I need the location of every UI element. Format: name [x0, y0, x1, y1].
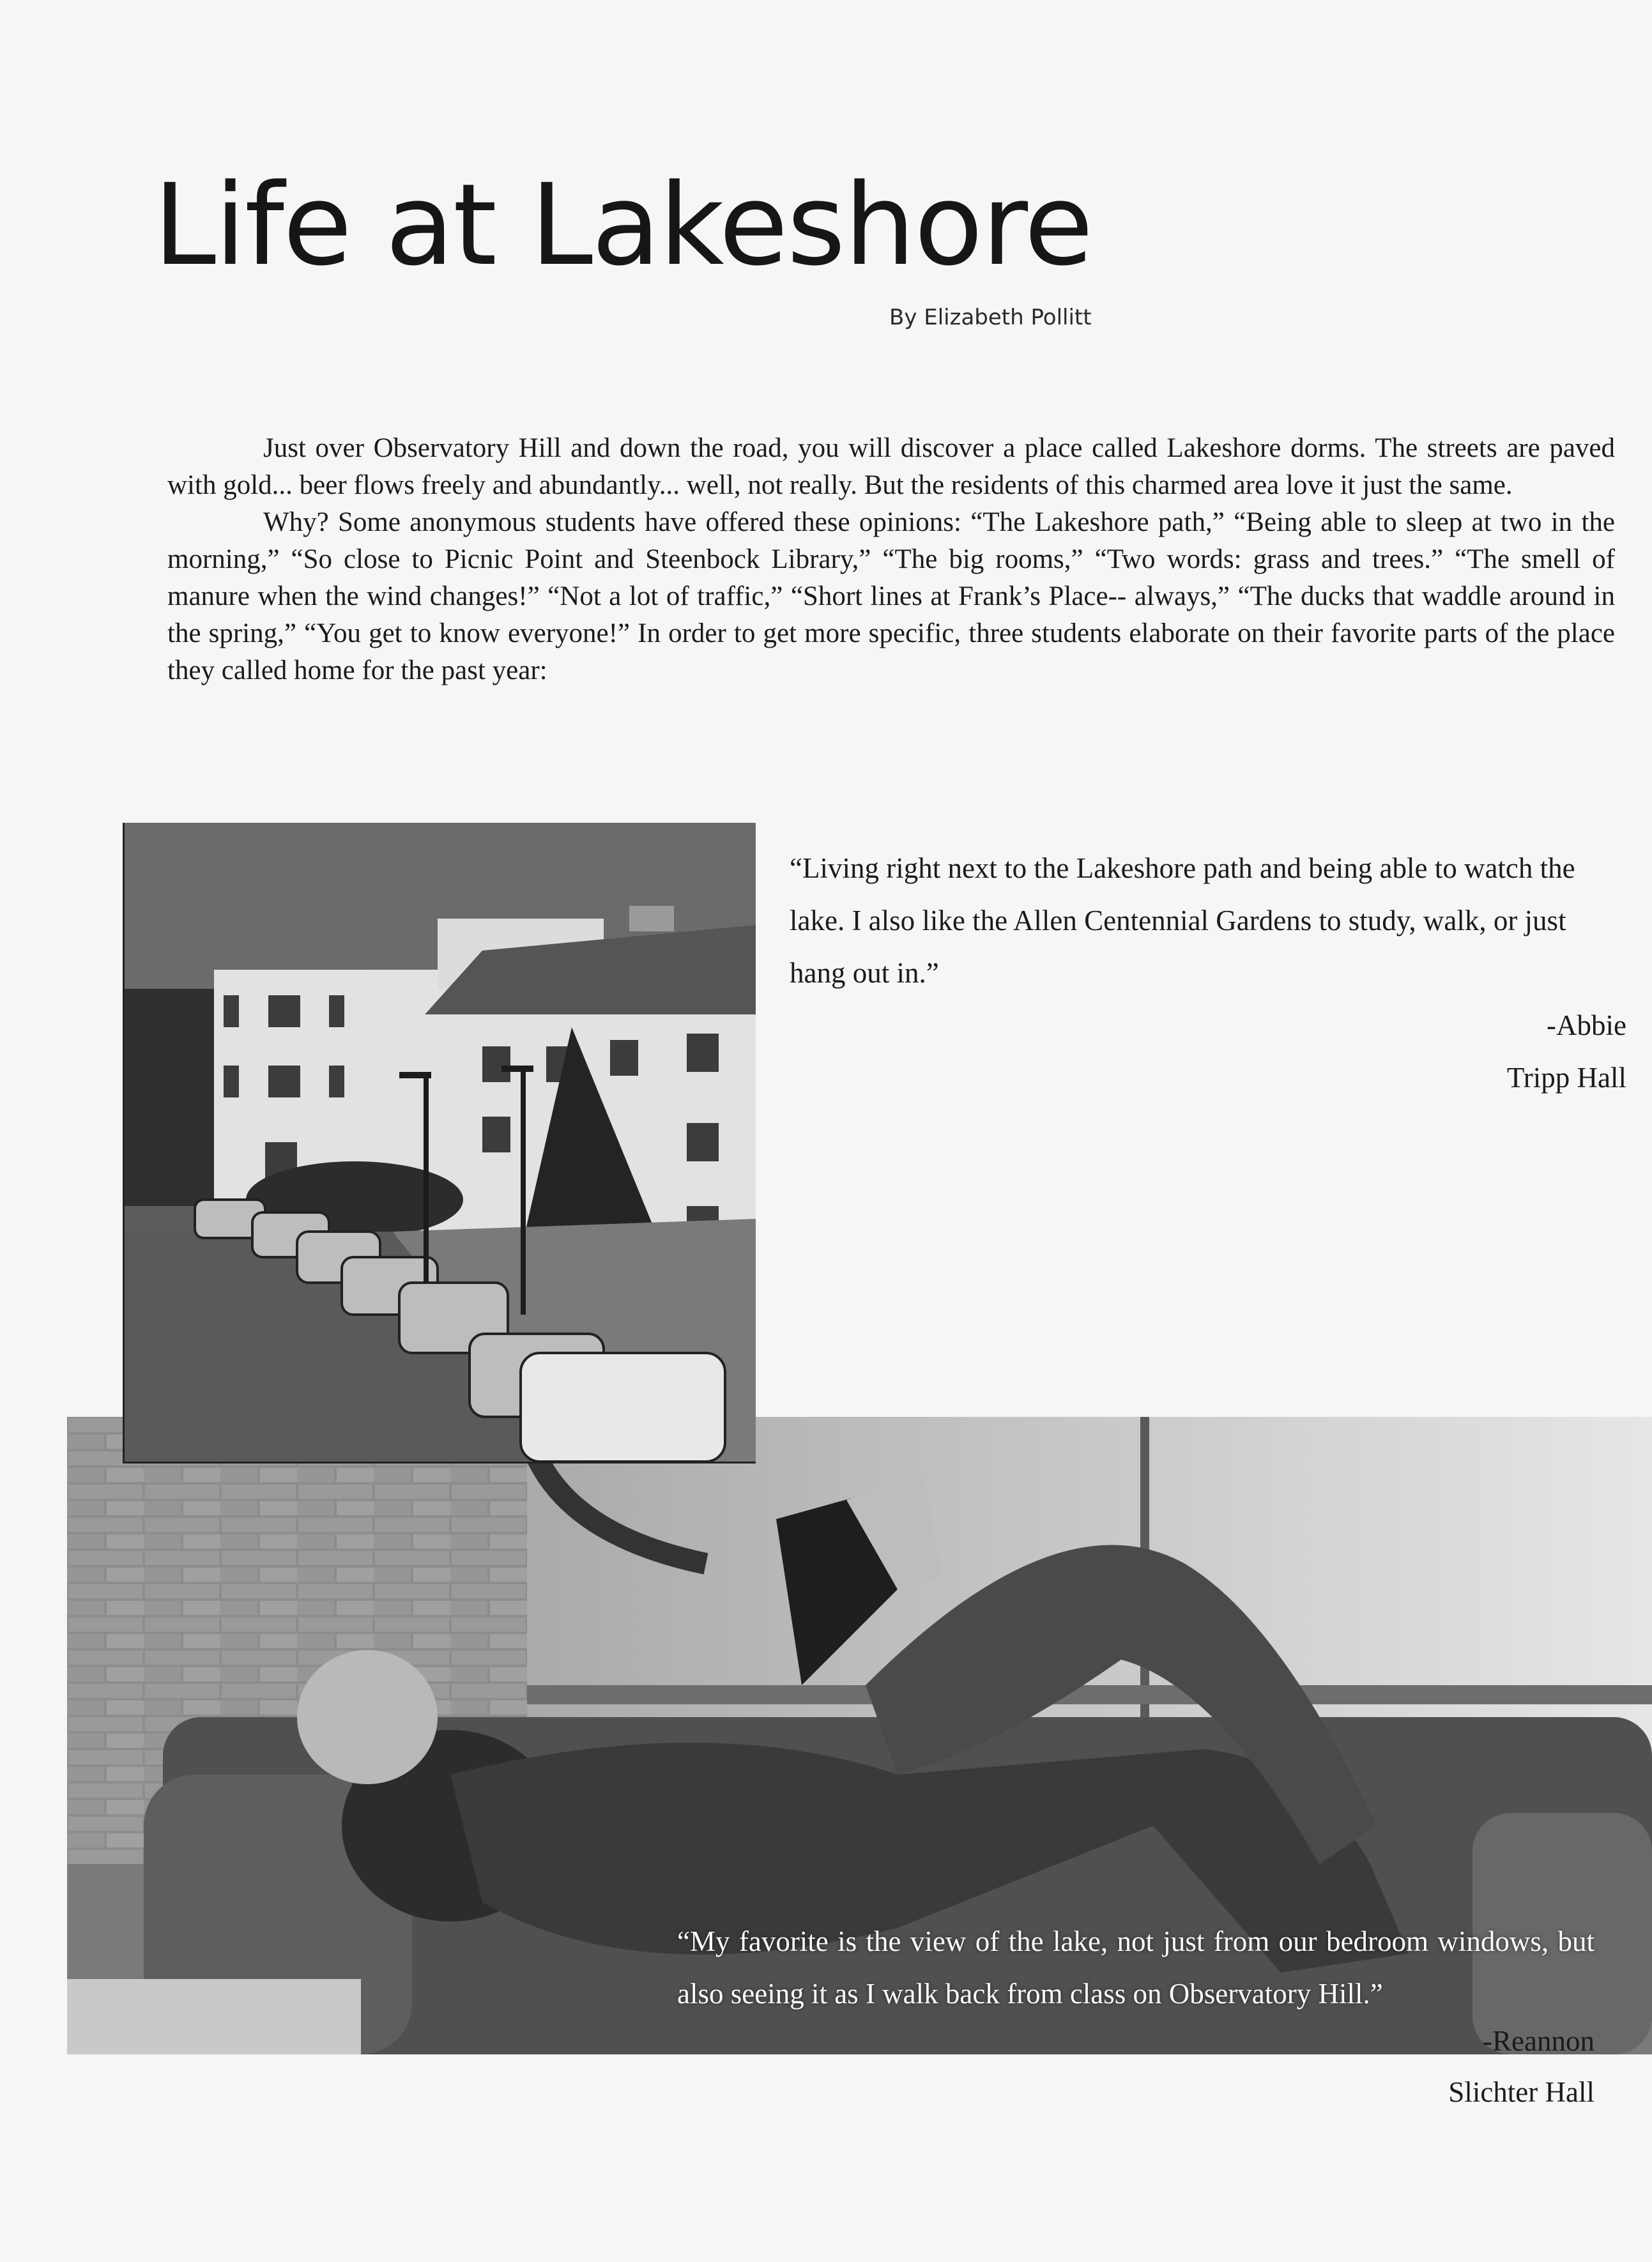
byline: By Elizabeth Pollitt [889, 305, 1092, 330]
quote-reannon [677, 1915, 1595, 2020]
quote-abbie [790, 842, 1626, 1104]
quote-text: “Living right next to the Lakeshore path and being able to watch the lake. I also like the Allen Centennial Gardens to study, walk, or just hang out in.” [790, 852, 1575, 989]
quote-text: “My favorite is the view of the lake, not just from our bedroom windows, but also seeing it as I walk back from class on Observatory Hill.” [677, 1925, 1595, 2010]
quote-author: -Reannon [1483, 2025, 1595, 2057]
intro-paragraph-2: Why? Some anonymous students have offered these opinions: “The Lakeshore path,” “Being able to sleep at two in the morning,” “So close to Picnic Point and Steenbock Library,” “The big rooms,” “Two words: grass and trees.” “The smell of manure when the wind changes!” “Not a lot of traffic,” “Short lines at Frank’s Place-- always,” “The ducks that waddle around in the spring,” “You get to know everyone!” In order to get more specific, three students elaborate on their favorite parts of the place they called home for the past year: [167, 507, 1615, 685]
quote-hall: Slichter Hall [1448, 2076, 1595, 2108]
article-title: Life at Lakeshore [153, 160, 1092, 291]
intro-text [167, 430, 1615, 689]
photo-lakeshore-dorm-street [123, 823, 756, 1463]
intro-paragraph-1: Just over Observatory Hill and down the road, you will discover a place called Lakeshore dorms. The streets are paved with gold... beer flows freely and abundantly... well, not really. But the residents of this charmed area love it just the same. [167, 433, 1615, 500]
quote-author: -Abbie [1547, 1009, 1626, 1041]
quote-hall: Tripp Hall [1506, 1062, 1626, 1094]
